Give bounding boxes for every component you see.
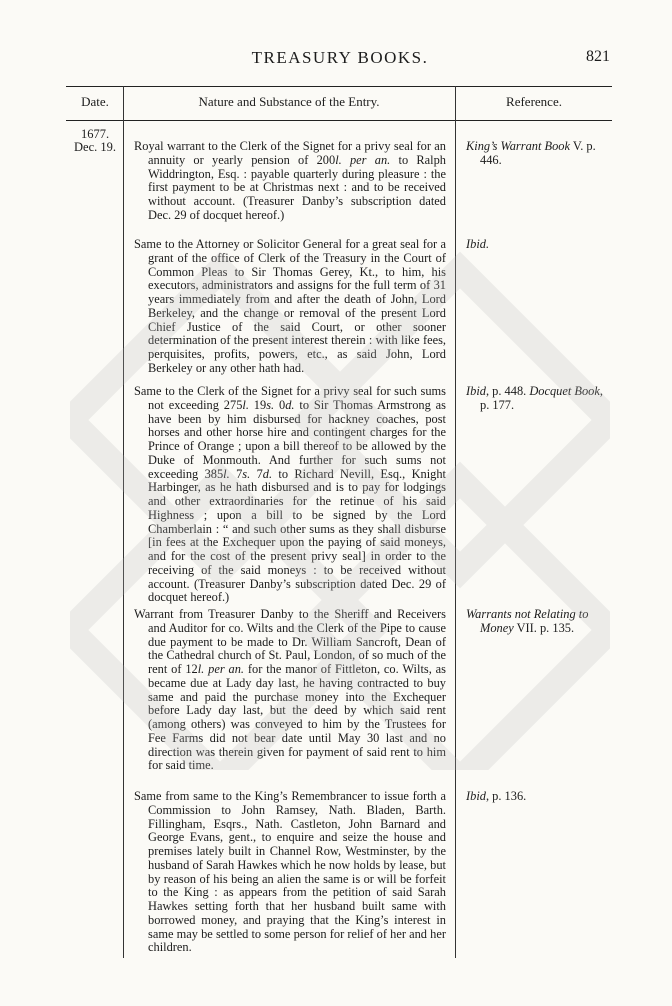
entry-text: Royal warrant to the Clerk of the Signet for a privy seal for an annuity or yearly pension of 200l. per an. to Ralph Widdrington, Esq. : payable quarterly during pleasure : the first payment to be at Christmas next : and to be received without account. (Treasurer Danby’s subscription dated Dec. 29 of docquet hereof.) xyxy=(134,139,446,222)
entry-3 xyxy=(134,385,446,605)
column-header-reference: Reference. xyxy=(506,94,562,109)
entry-5 xyxy=(134,790,446,955)
reference-text: Ibid. xyxy=(466,237,490,251)
entry-4 xyxy=(134,608,446,773)
entry-text: Same from same to the King’s Remembrancer to issue forth a Commission to John Ramsey, Nath. Bladen, Barth. Fillingham, Esqrs., Nath. Castleton, John Barnard and George Evans, gent., to enquire and seize the house and premises lately built in Channel Row, Westminster, by the husband of Sarah Hawkes which he now holds by lease, but by reason of his being an alien the same is or will be forfeit to the King : as appears from the petition of said Sarah Hawkes setting forth that her husband built same with borrowed money, and praying that the King’s interest in same may be settled to some person for relief of her and her children. xyxy=(134,789,446,955)
running-head xyxy=(70,48,610,70)
entry-day: Dec. 19. xyxy=(74,140,116,154)
reference-4 xyxy=(466,608,612,636)
reference-text: Ibid, p. 136. xyxy=(466,789,527,803)
column-header-nature: Nature and Substance of the Entry. xyxy=(198,94,380,109)
reference-text: Ibid, p. 448. Docquet Book, p. 177. xyxy=(466,384,603,412)
date-block xyxy=(68,128,122,154)
reference-1 xyxy=(466,140,612,168)
page-number: 821 xyxy=(586,48,610,65)
entry-text: Warrant from Treasurer Danby to the Sheriff and Receivers and Auditor for co. Wilts and the Clerk of the Pipe to cause due payment to be made to Dr. William Sancroft, Dean of the Cathedral church of St. Paul, London, of so much of the rent of 12l. per an. for the manor of Fittleton, co. Wilts, as became due at Lady day last, he having contracted to buy same and paid the purchase money into the Exchequer before Lady day last, but the deed by which said rent (among others) was conveyed to him by the Trustees for Fee Farms did not bear date until May 30 last and no direction was therein given for payment of said rent to him for said time. xyxy=(134,607,446,773)
entry-text: Same to the Attorney or Solicitor General for a great seal for a grant of the office of Clerk of the Treasury in the Court of Common Pleas to Sir Thomas Gerey, Kt., to him, his executors, administrators and assigns for the full term of 31 years immediately from and after the death of John, Lord Berkeley, and the change or removal of the present Lord Chief Justice of the said Court, or other sooner determination of the present interest therein : with like fees, perquisites, profits, powers, etc., as said John, Lord Berkeley or any other hath had. xyxy=(134,237,446,375)
column-divider-right xyxy=(455,86,456,958)
column-divider-left xyxy=(123,86,124,958)
reference-5 xyxy=(466,790,612,804)
reference-text: Warrants not Relating to Money VII. p. 135. xyxy=(466,607,589,635)
entry-text: Same to the Clerk of the Signet for a privy seal for such sums not exceeding 275l. 19s. 0d. to Sir Thomas Armstrong as have been by him disbursed for hackney coaches, post horses and other horse hire and contingent charges for the Prince of Orange ; upon a bill thereof to be allowed by the Duke of Monmouth. And further for such sums not exceeding 385l. 7s. 7d. to Richard Nevill, Esq., Knight Harbinger, as he hath disbursed and is to pay for lodgings and other extraordinaries for the retinue of his said Highness ; upon a bill to be signed by the Lord Chamberlain : “ and such other sums as they shall disburse [in fees at the Exchequer upon the paying of said moneys, and for the cost of the present privy seal] in order to the receiving of the said moneys : to be received without account. (Treasurer Danby’s subscription dated Dec. 29 of docquet hereof.) xyxy=(134,384,446,605)
running-title: TREASURY BOOKS. xyxy=(251,48,429,67)
column-header-date: Date. xyxy=(81,94,109,109)
header-bottom-rule xyxy=(66,120,612,121)
reference-2 xyxy=(466,238,612,252)
reference-text: King’s Warrant Book V. p. 446. xyxy=(466,139,596,167)
entry-2 xyxy=(134,238,446,376)
header-top-rule xyxy=(66,86,612,87)
entry-year: 1677. xyxy=(80,127,110,141)
reference-3 xyxy=(466,385,612,413)
entry-1 xyxy=(134,140,446,223)
